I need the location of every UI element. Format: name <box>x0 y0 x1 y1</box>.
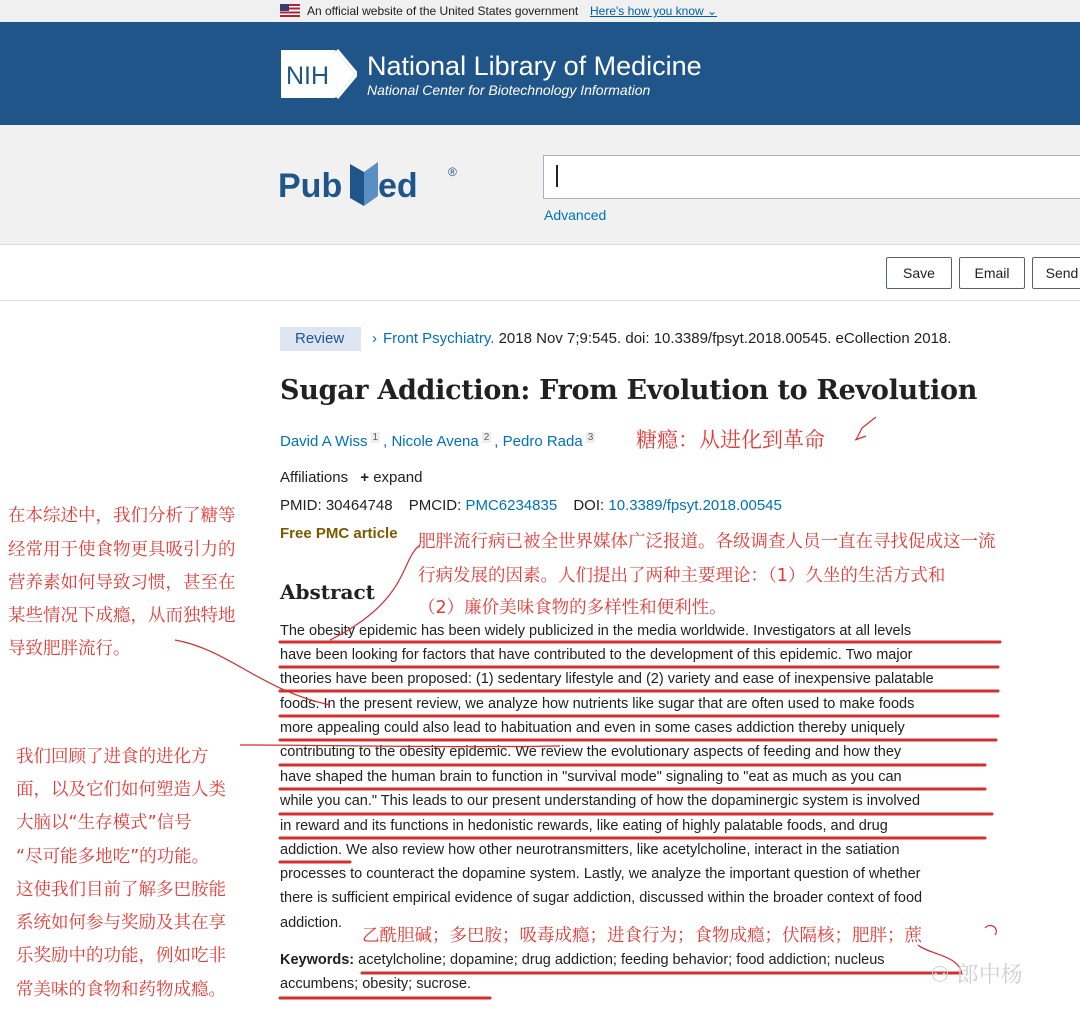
left-translation-line: 导致肥胖流行。 <box>8 639 131 659</box>
chevron-right-icon: › <box>372 330 377 347</box>
abstract-line: addiction. We also review how other neurotransmitters, like acetylcholine, interact in the satiation <box>280 842 900 858</box>
abstract-line: addiction. <box>280 915 343 931</box>
pmid-value: 30464748 <box>325 497 393 514</box>
abstract-line: in reward and its functions in hedonistic rewards, like eating of highly palatable foods, and drug <box>280 818 888 834</box>
expand-button[interactable]: + expand <box>360 469 423 486</box>
nlm-title[interactable]: National Library of Medicine <box>367 51 702 81</box>
left-translation-line: 在本综述中，我们分析了糖等 <box>8 506 236 526</box>
affiliations-row <box>280 469 422 486</box>
gov-banner <box>0 0 1080 22</box>
ncbi-subtitle: National Center for Biotechnology Information <box>367 82 651 98</box>
svg-text:Pub: Pub <box>278 167 343 205</box>
divider <box>0 300 1080 301</box>
left-translation-line: 经常用于使食物更具吸引力的 <box>8 540 236 560</box>
doi-link[interactable]: 10.3389/fpsyt.2018.00545 <box>608 497 782 514</box>
abstract-translation-line: （2）廉价美味食物的多样性和便利性。 <box>418 598 727 618</box>
us-flag-icon <box>280 4 300 17</box>
abstract-line: have been looking for factors that have contributed to the development of this epidemic. Two major <box>280 647 913 663</box>
abstract-line: processes to counteract the dopamine system. Lastly, we analyze the important question of whether <box>280 866 921 882</box>
search-input[interactable] <box>543 155 1080 199</box>
save-button[interactable]: Save <box>886 257 952 289</box>
left-translation-line: “尽可能多地吃”的功能。 <box>16 847 210 867</box>
advanced-search-link[interactable]: Advanced <box>544 207 607 223</box>
abstract-line: while you can." This leads to our present understanding of how the dopaminergic system is involved <box>280 793 921 809</box>
keywords-row-continued[interactable]: accumbens; obesity; sucrose. <box>280 976 472 992</box>
affiliation-number[interactable]: 3 <box>587 432 594 443</box>
article-type-badge: Review <box>280 327 361 351</box>
left-translation-line: 某些情况下成瘾，从而独特地 <box>8 606 236 626</box>
affiliation-number[interactable]: 1 <box>372 432 379 443</box>
send-to-button[interactable]: Send <box>1032 257 1080 289</box>
svg-text:NIH: NIH <box>286 62 330 90</box>
citation-line <box>372 330 951 347</box>
abstract-line: there is sufficient empirical evidence of sugar addiction, discussed within the broader context of food <box>280 890 923 906</box>
keywords-label: Keywords: <box>280 952 355 968</box>
left-translation-line: 乐奖励中的功能，例如吃非 <box>16 946 226 966</box>
author-link[interactable]: David A Wiss <box>280 433 368 450</box>
keywords-list[interactable]: acetylcholine; dopamine; drug addiction; feeding behavior; food addiction; nucleus <box>358 952 885 968</box>
nih-logo[interactable] <box>279 48 357 100</box>
journal-link[interactable]: Front Psychiatry. <box>383 330 495 347</box>
plus-icon: + <box>360 469 370 486</box>
free-pmc-article-label: Free PMC article <box>280 525 398 542</box>
svg-text:®: ® <box>448 165 457 179</box>
title-translation: 糖瘾：从进化到革命 <box>636 428 825 452</box>
wechat-icon: ⚇ <box>930 963 950 988</box>
abstract-line: more appealing could also lead to habituation and even in some cases addiction thereby uniquely <box>280 720 905 736</box>
left-translation-line: 常美味的食物和药物成瘾。 <box>16 980 226 1000</box>
pubmed-logo[interactable] <box>278 150 468 214</box>
article-title: Sugar Addiction: From Evolution to Revolution <box>280 375 978 406</box>
author-link[interactable]: Nicole Avena <box>391 433 479 450</box>
keywords-row <box>280 952 885 968</box>
left-translation-line: 系统如何参与奖励及其在享 <box>16 913 226 933</box>
author-link[interactable]: Pedro Rada <box>502 433 583 450</box>
left-translation-line: 营养素如何导致习惯，甚至在 <box>8 573 236 593</box>
pmcid-link[interactable]: PMC6234835 <box>465 497 558 514</box>
heres-how-you-know-link[interactable]: Here's how you know ⌄ <box>590 4 718 18</box>
author-list: David A Wiss $^1$ , Nicole Avena $^2$ , Pedro Rada $^3$ <box>280 432 594 450</box>
watermark: ⚇ 郎中杨 <box>930 963 1023 988</box>
affiliation-number[interactable]: 2 <box>483 432 490 443</box>
identifiers-row: PMID: 30464748 PMCID: PMC6234835 DOI: 10.3389/fpsyt.2018.00545 <box>280 497 782 514</box>
left-translation-line: 我们回顾了进食的进化方 <box>16 747 209 767</box>
keywords-translation: 乙酰胆碱；多巴胺；吸毒成瘾；进食行为；食物成瘾；伏隔核；肥胖；蔗 <box>362 926 922 946</box>
affiliations-label: Affiliations <box>280 469 349 486</box>
abstract-translation-line: 行病发展的因素。人们提出了两种主要理论：（1）久坐的生活方式和 <box>418 566 946 586</box>
abstract-line: The obesity epidemic has been widely publicized in the media worldwide. Investigators at all levels <box>280 623 912 639</box>
text-caret <box>556 165 558 187</box>
left-translation-line: 这使我们目前了解多巴胺能 <box>16 880 226 900</box>
abstract-line: contributing to the obesity epidemic. We review the evolutionary aspects of feeding and how they <box>280 744 902 760</box>
svg-text:ed: ed <box>378 167 418 205</box>
email-button[interactable]: Email <box>959 257 1025 289</box>
abstract-translation-line: 肥胖流行病已被全世界媒体广泛报道。各级调查人员一直在寻找促成这一流 <box>418 532 996 552</box>
citation-text: 2018 Nov 7;9:545. doi: 10.3389/fpsyt.2018.00545. eCollection 2018. <box>498 330 952 347</box>
abstract-line: have shaped the human brain to function in "survival mode" signaling to "eat as much as you can <box>280 769 902 785</box>
left-translation-line: 大脑以“生存模式”信号 <box>16 813 192 833</box>
abstract-heading: Abstract <box>280 580 375 604</box>
left-translation-line: 面，以及它们如何塑造人类 <box>16 780 226 800</box>
abstract-line: theories have been proposed: (1) sedentary lifestyle and (2) variety and ease of inexpensive palatable <box>280 671 934 687</box>
abstract-line: foods. In the present review, we analyze how nutrients like sugar that are often used to make foods <box>280 696 915 712</box>
gov-banner-text: An official website of the United States government <box>307 4 579 18</box>
